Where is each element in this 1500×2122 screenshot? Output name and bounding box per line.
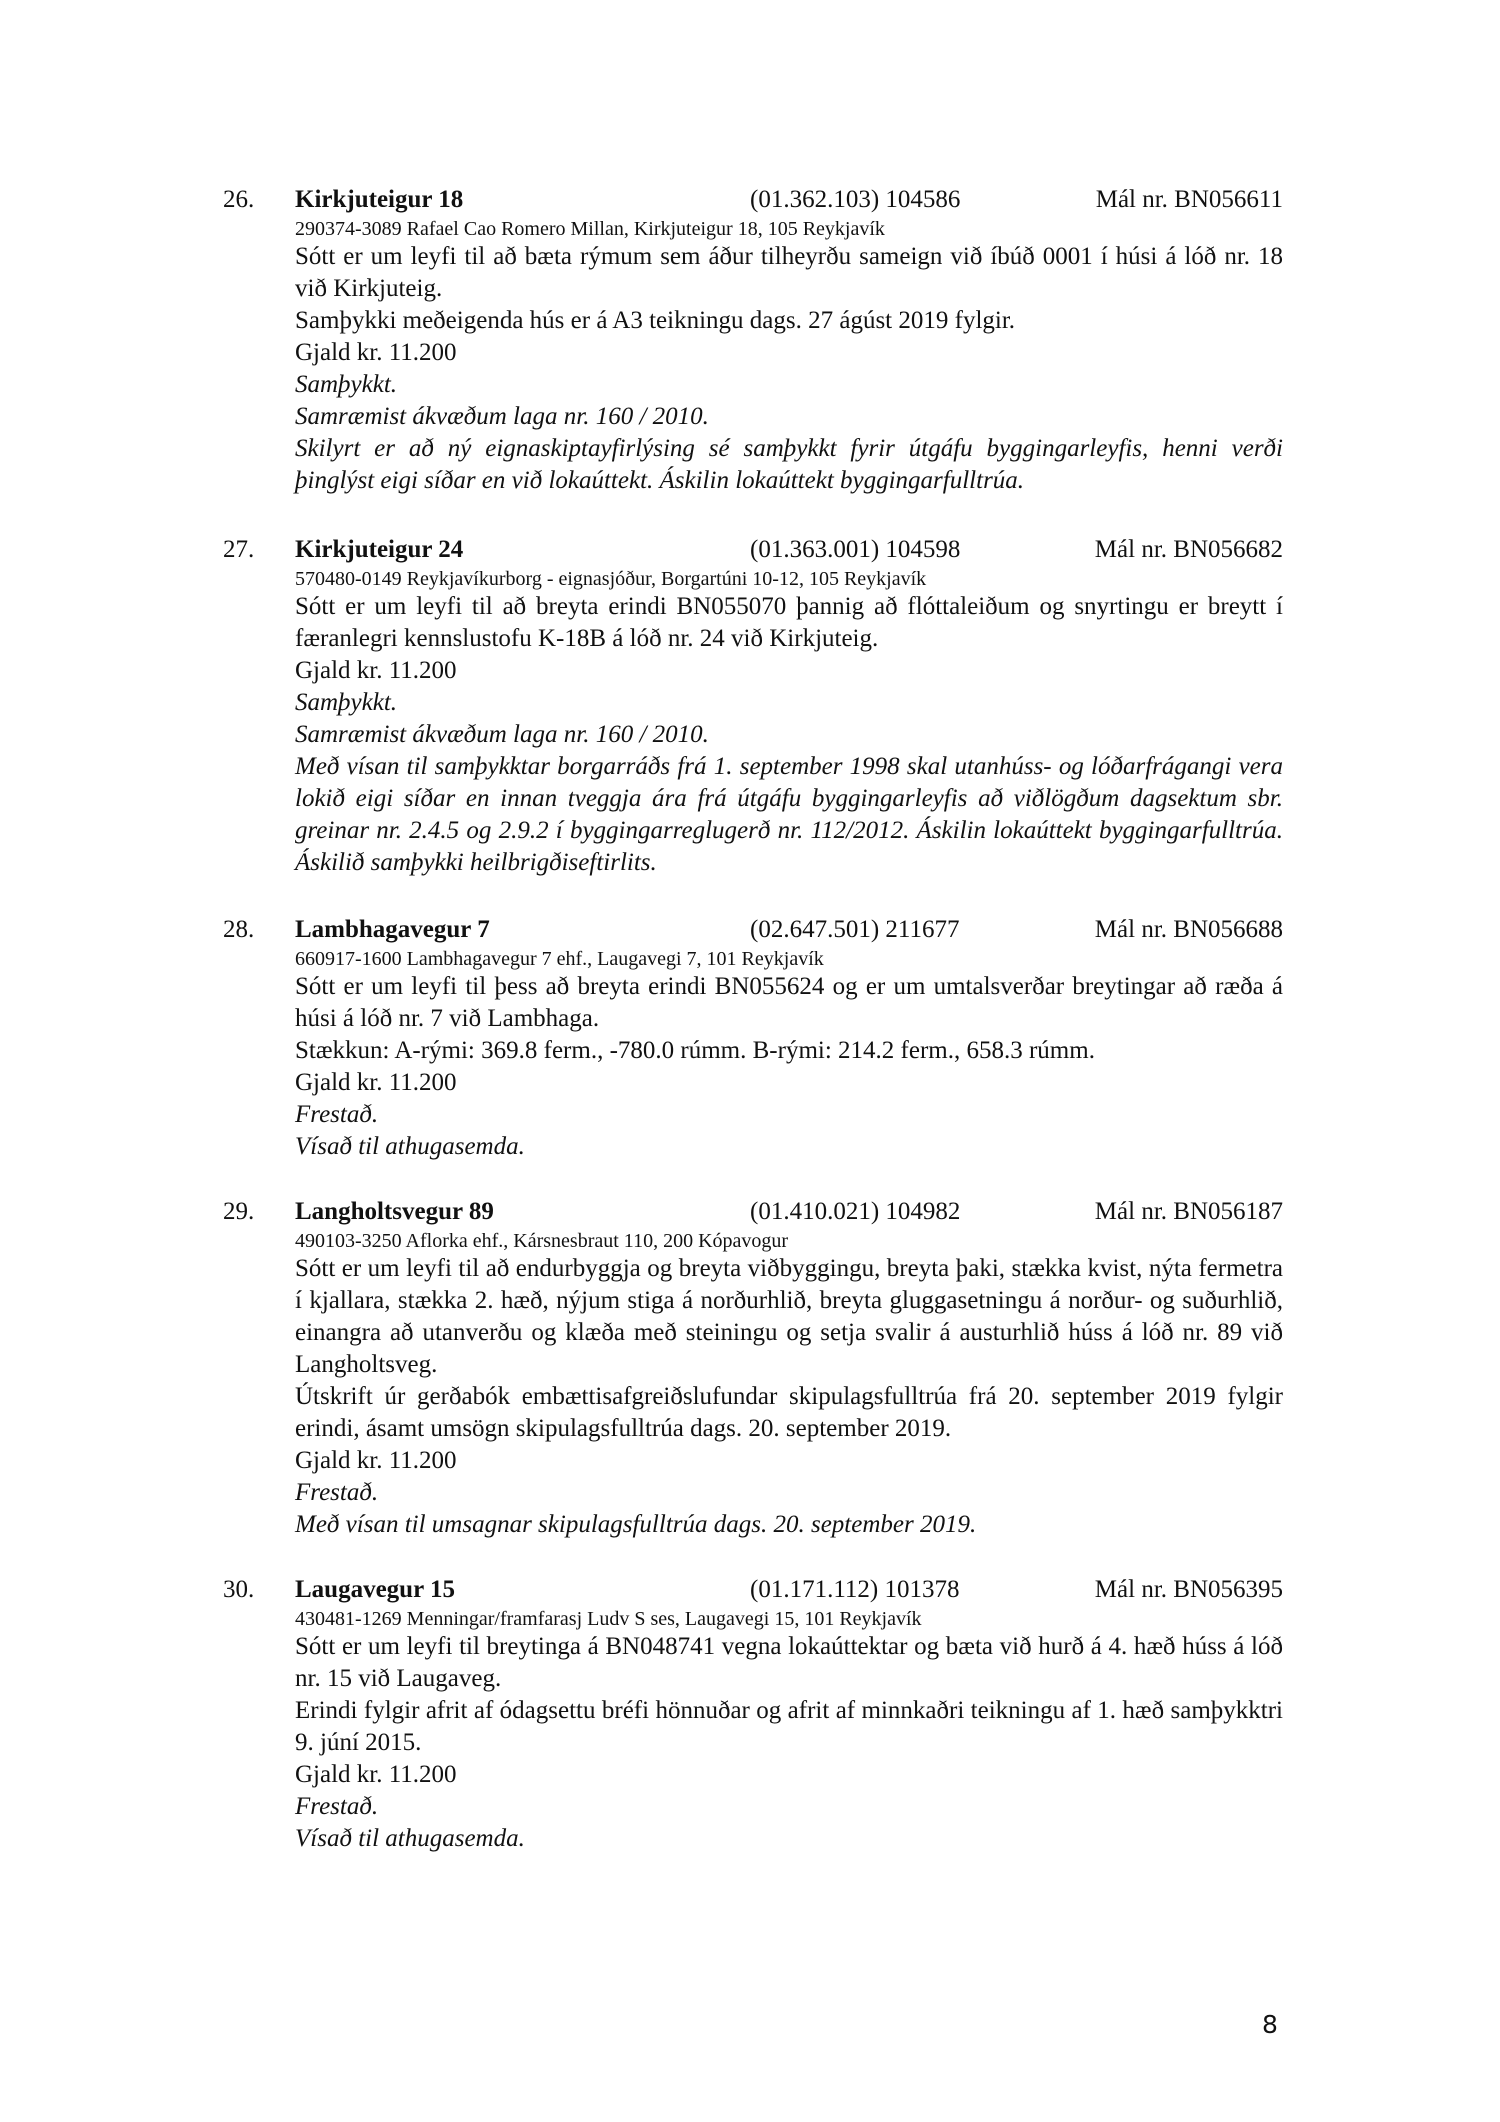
applicant: 290374-3089 Rafael Cao Romero Millan, Kirkjuteigur 18, 105 Reykjavík [295,218,885,240]
case-body [295,217,1283,497]
paragraph: Sótt er um leyfi til að bæta rýmum sem áður tilheyrðu sameign við íbúð 0001 í húsi á lóð nr. 18 við Kirkjuteig. [295,243,1283,302]
applicant: 660917-1600 Lambhagavegur 7 ehf., Laugavegi 7, 101 Reykjavík [295,948,824,970]
case-header [223,913,1283,947]
decision: Samþykkt. [295,371,398,398]
case-header [223,533,1283,567]
fee-line: Gjald kr. 11.200 [295,1069,457,1096]
decision: Frestað. [295,1479,379,1506]
case-number: Mál nr. BN056395 [1094,1576,1283,1603]
paragraph: Samþykki meðeigenda hús er á A3 teikningu dags. 27 ágúst 2019 fylgir. [295,307,1016,334]
property-address: Kirkjuteigur 24 [295,536,464,563]
land-id: (01.410.021) 104982 [750,1198,961,1225]
case-item [223,183,1283,497]
case-number: Mál nr. BN056187 [1094,1198,1283,1225]
case-number: Mál nr. BN056688 [1094,916,1283,943]
case-body [295,1607,1283,1855]
paragraph: Sótt er um leyfi til breytinga á BN048741 vegna lokaúttektar og bæta við hurð á 4. hæð húss á lóð nr. 15 við Laugaveg. [295,1633,1283,1692]
applicant: 430481-1269 Menningar/framfarasj Ludv S ses, Laugavegi 15, 101 Reykjavík [295,1608,922,1630]
case-header [223,183,1283,217]
case-body [295,947,1283,1163]
case-item [223,533,1283,879]
item-number: 28. [223,916,255,943]
decision-note: Samræmist ákvæðum laga nr. 160 / 2010. [295,721,709,748]
property-address: Kirkjuteigur 18 [295,186,464,213]
case-number: Mál nr. BN056611 [1095,186,1283,213]
item-number: 27. [223,536,255,563]
decision-note: Vísað til athugasemda. [295,1133,525,1160]
case-body [295,1229,1283,1541]
decision: Frestað. [295,1101,379,1128]
paragraph: Stækkun: A-rými: 369.8 ferm., -780.0 rúmm. B-rými: 214.2 ferm., 658.3 rúmm. [295,1037,1095,1064]
decision: Frestað. [295,1793,379,1820]
decision-note: Vísað til athugasemda. [295,1825,525,1852]
land-id: (01.362.103) 104586 [750,186,961,213]
case-number: Mál nr. BN056682 [1094,536,1283,563]
case-item [223,913,1283,1163]
page-number: 8 [1262,2010,1278,2039]
fee-line: Gjald kr. 11.200 [295,1447,457,1474]
decision-note: Skilyrt er að ný eignaskiptayfirlýsing sé samþykkt fyrir útgáfu byggingarleyfis, henni verði þinglýst eigi síðar en við lokaúttekt. Áskilin lokaúttekt byggingarfulltrúa. [295,435,1283,494]
case-header [223,1195,1283,1229]
item-number: 29. [223,1198,255,1225]
decision-note: Samræmist ákvæðum laga nr. 160 / 2010. [295,403,709,430]
case-body [295,567,1283,879]
applicant: 570480-0149 Reykjavíkurborg - eignasjóður, Borgartúni 10-12, 105 Reykjavík [295,568,927,590]
land-id: (02.647.501) 211677 [750,916,960,943]
fee-line: Gjald kr. 11.200 [295,657,457,684]
fee-line: Gjald kr. 11.200 [295,339,457,366]
item-number: 26. [223,186,255,213]
property-address: Langholtsvegur 89 [295,1198,494,1225]
paragraph: Sótt er um leyfi til að endurbyggja og breyta viðbyggingu, breyta þaki, stækka kvist, nýta fermetra í kjallara, stækka 2. hæð, nýjum stiga á norðurhlið, breyta gluggasetningu á norður- og suðurhlið, einangra að utanverðu og klæða með steiningu og setja svalir á austurhlið húss á lóð nr. 89 við Langholtsveg. [295,1255,1283,1378]
property-address: Lambhagavegur 7 [295,916,490,943]
land-id: (01.363.001) 104598 [750,536,961,563]
case-item [223,1573,1283,1855]
fee-line: Gjald kr. 11.200 [295,1761,457,1788]
applicant: 490103-3250 Aflorka ehf., Kársnesbraut 110, 200 Kópavogur [295,1230,789,1252]
property-address: Laugavegur 15 [295,1576,455,1603]
case-item [223,1195,1283,1541]
paragraph: Sótt er um leyfi til þess að breyta erindi BN055624 og er um umtalsverðar breytingar að ræða á húsi á lóð nr. 7 við Lambhaga. [295,973,1283,1032]
item-number: 30. [223,1576,255,1603]
decision: Samþykkt. [295,689,398,716]
case-header [223,1573,1283,1607]
land-id: (01.171.112) 101378 [750,1576,960,1603]
paragraph: Erindi fylgir afrit af ódagsettu bréfi hönnuðar og afrit af minnkaðri teikningu af 1. hæð samþykktri 9. júní 2015. [295,1697,1283,1756]
decision-note: Með vísan til umsagnar skipulagsfulltrúa dags. 20. september 2019. [295,1511,977,1538]
paragraph: Útskrift úr gerðabók embættisafgreiðslufundar skipulagsfulltrúa frá 20. september 2019 fylgir erindi, ásamt umsögn skipulagsfulltrúa dags. 20. september 2019. [295,1383,1283,1442]
paragraph: Sótt er um leyfi til að breyta erindi BN055070 þannig að flóttaleiðum og snyrtingu er breytt í færanlegri kennslustofu K-18B á lóð nr. 24 við Kirkjuteig. [295,593,1283,652]
decision-note: Með vísan til samþykktar borgarráðs frá 1. september 1998 skal utanhúss- og lóðarfrágangi vera lokið eigi síðar en innan tveggja ára frá útgáfu byggingarleyfis að viðlögðum dagsektum sbr. greinar nr. 2.4.5 og 2.9.2 í byggingarreglugerð nr. 112/2012. Áskilin lokaúttekt byggingarfulltrúa. Áskilið samþykki heilbrigðiseftirlits. [295,753,1283,876]
